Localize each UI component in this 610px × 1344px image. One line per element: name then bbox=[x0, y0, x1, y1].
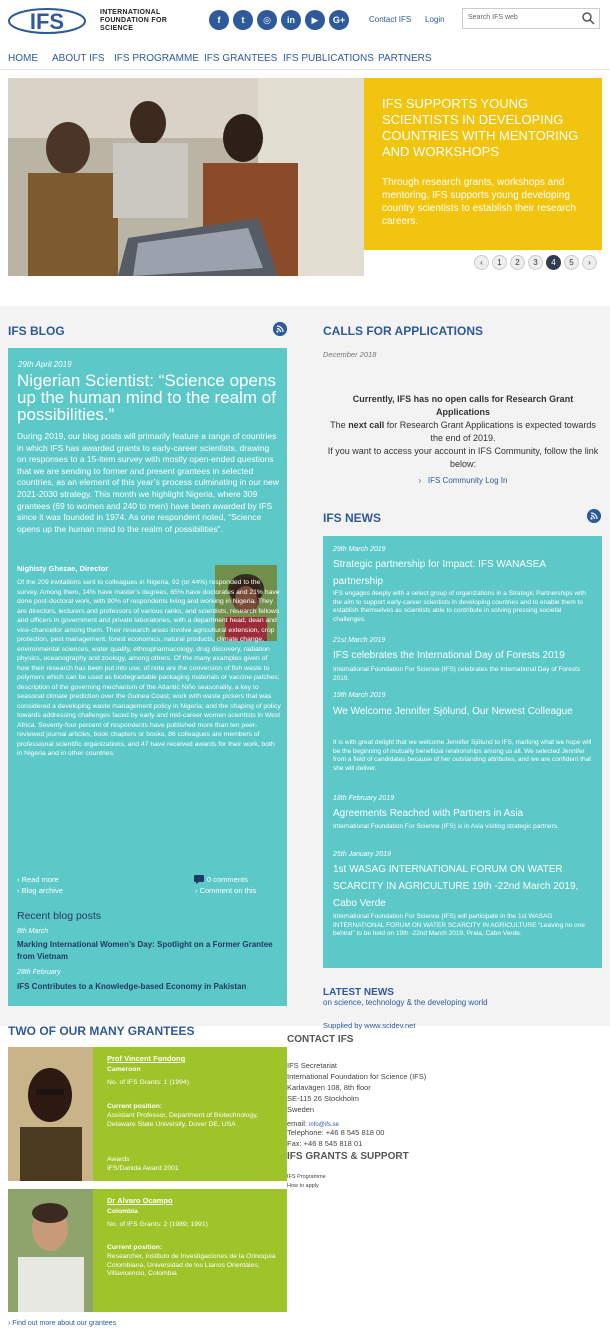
rss-icon[interactable] bbox=[587, 509, 601, 523]
blog-body: Of the 209 invitations sent to colleagues in Nigeria, 92 (or 44%) responded to the survey. Among them, 14% have master’s degrees, 65% have doctorates and 21% have done post-doctoral work, with 90% of respondents living and working in Nigeria. They are directors, lecturers and professors of various ranks, and scientists, research fellows and officers in government and private laboratories, with a department head, dean and vice-chancellor among them. Their research areas involve agricultural extension, crop protection, pest management, forest economics, natural products, climate change, environmental sciences, water quality, ethnopharmacology, drug discovery, radiation physics, oceanography and zoology, among others. Of the many examples given of how their research has been put into use, of note are the conversion of fish waste to polymers which can be used as biodegradable packaging materials or vaccine patches; description of the governing mechanism of the Atlantic Niño seasonality, a key to seasonal climate prediction over the Guinea Coast; work with waste pickers that was considered a developing waste management policy in Nigeria; and the shaping of policy towards addressing challenges faced by early and mid-career women scientists in West Africa. Seventy-four percent of respondents have published more than ten peer-reviewed journal articles, book chapters or books, 86 colleagues are members of professional scientific organizations, and 47 have received awards for their work, both in Nigeria and in other countries. bbox=[17, 579, 281, 757]
login-link[interactable]: Login bbox=[425, 15, 445, 24]
grantees-more-link[interactable]: › Find out more about our grantees bbox=[8, 1320, 117, 1327]
blog-archive-link[interactable]: › Blog archive bbox=[17, 886, 63, 895]
grantee-position-label: Current position: bbox=[107, 1103, 163, 1110]
news-text: International Foundation For Science (IFS) will participate in the 1st WASAG INTERNATIONAL FORUM ON WATER SCARCITY IN AGRICULTURE “Leaving no one behind” to be held on 19th -22nd March 2019, Praia, Cabo Verde. bbox=[333, 913, 585, 938]
hero-panel bbox=[364, 78, 602, 276]
nav-partners[interactable]: PARTNERS bbox=[378, 53, 432, 64]
grantee-grants: No. of IFS Grants: 1 (1994) bbox=[107, 1079, 189, 1086]
news-title[interactable]: Agreements Reached with Partners in Asia bbox=[333, 808, 524, 819]
scidev-link[interactable]: www.scidev.net bbox=[364, 1021, 416, 1030]
news-date: 29th March 2019 bbox=[333, 546, 386, 553]
recent-post-link[interactable]: IFS Contributes to a Knowledge-based Economy in Pakistan bbox=[17, 982, 247, 991]
grantee-country: Cameroon bbox=[107, 1066, 141, 1073]
grantee-country: Colombia bbox=[107, 1208, 138, 1215]
news-date: 18th February 2019 bbox=[333, 795, 395, 802]
slider-page-2[interactable]: 2 bbox=[510, 255, 525, 270]
grantees-heading: TWO OF OUR MANY GRANTEES bbox=[8, 1024, 195, 1038]
contact-line: Sweden bbox=[287, 1105, 315, 1114]
recent-post-date: 8th March bbox=[17, 928, 49, 935]
comment-icon bbox=[194, 875, 204, 884]
community-login-link[interactable]: › IFS Community Log In bbox=[418, 476, 508, 485]
blog-title[interactable]: Nigerian Scientist: “Science opens up the human mind to the realm of possibilities.” bbox=[17, 371, 276, 424]
nav-programme[interactable]: IFS PROGRAMME bbox=[114, 53, 200, 64]
blog-panel bbox=[8, 348, 287, 1006]
rss-icon[interactable] bbox=[273, 322, 287, 336]
grantee-position-label: Current position: bbox=[107, 1244, 163, 1251]
twitter-icon[interactable]: t bbox=[233, 10, 253, 30]
recent-posts-heading: Recent blog posts bbox=[17, 910, 102, 922]
grantee-name-link[interactable]: Prof Vincent Fondong bbox=[107, 1054, 186, 1063]
supplied-by: Supplied by www.scidev.net bbox=[323, 1021, 416, 1030]
grantee-position: Researcher, Instituto de Investigaciones de la Orinoquia Colombiana, Universidad de los Llanos Orientales, Villavicencio, Colombia bbox=[107, 1253, 276, 1278]
grantee-awards-label: Awards bbox=[107, 1156, 130, 1163]
logo[interactable] bbox=[8, 6, 180, 36]
contact-line: International Foundation for Science (IFS) bbox=[287, 1072, 427, 1081]
email-link[interactable]: info@ifs.se bbox=[309, 1122, 339, 1128]
contact-line: IFS Secretariat bbox=[287, 1061, 338, 1070]
youtube-icon[interactable]: ▶ bbox=[305, 10, 325, 30]
calls-date: December 2018 bbox=[323, 350, 377, 359]
contact-fax: Fax: +46 8 545 818 01 bbox=[287, 1139, 363, 1148]
support-link-programme[interactable]: IFS Programme bbox=[287, 1174, 326, 1180]
hero-photo bbox=[8, 78, 364, 276]
blog-date: 29th April 2019 bbox=[18, 360, 72, 369]
blog-heading: IFS BLOG bbox=[8, 324, 65, 338]
nav-publications[interactable]: IFS PUBLICATIONS bbox=[283, 53, 374, 64]
nav-home[interactable]: HOME bbox=[8, 53, 38, 64]
hero-text: Through research grants, workshops and mentoring, IFS supports young developing country scientists to establish their research careers. bbox=[382, 177, 576, 227]
recent-post-date: 28th February bbox=[17, 969, 61, 976]
search-input[interactable]: Search IFS web bbox=[462, 8, 600, 29]
news-heading: IFS NEWS bbox=[323, 511, 382, 525]
slider-page-4[interactable]: 4 bbox=[546, 255, 561, 270]
org-name: INTERNATIONAL FOUNDATION FOR SCIENCE bbox=[100, 9, 168, 32]
slider-page-1[interactable]: 1 bbox=[492, 255, 507, 270]
news-panel bbox=[323, 536, 602, 968]
grantee-grants: No. of IFS Grants: 2 (1989; 1991) bbox=[107, 1221, 208, 1228]
facebook-icon[interactable]: f bbox=[209, 10, 229, 30]
latest-news-subtitle: on science, technology & the developing world bbox=[323, 998, 488, 1007]
support-heading: IFS GRANTS & SUPPORT bbox=[287, 1151, 409, 1162]
calls-status: Currently, IFS has no open calls for Research Grant Applications bbox=[352, 394, 574, 417]
news-title[interactable]: 1st WASAG INTERNATIONAL FORUM ON WATER SCARCITY IN AGRICULTURE 19th -22nd March 2019, Cabo Verde bbox=[333, 864, 579, 909]
ifs-logo-icon bbox=[8, 8, 86, 34]
calls-heading: CALLS FOR APPLICATIONS bbox=[323, 324, 483, 338]
contact-telephone: Telephone: +46 8 545 818 00 bbox=[287, 1128, 385, 1137]
nav-about[interactable]: ABOUT IFS bbox=[52, 53, 105, 64]
grantee-position: Assistant Professor, Department of Biotechnology, Delaware State University, Dover DE, USA bbox=[107, 1112, 258, 1128]
contact-line: SE-115 26 Stockholm bbox=[287, 1094, 359, 1103]
linkedin-icon[interactable]: in bbox=[281, 10, 301, 30]
news-title[interactable]: Strategic partnership for Impact: IFS WANASEA partnership bbox=[333, 559, 546, 587]
grantee-card bbox=[8, 1189, 287, 1312]
grantee-awards: IFS/Danida Award 2001 bbox=[107, 1165, 179, 1172]
contact-link[interactable]: Contact IFS bbox=[369, 15, 412, 24]
recent-post-link[interactable]: Marking International Women’s Day: Spotlight on a Former Grantee from Vietnam bbox=[17, 940, 273, 961]
slider-prev-button[interactable]: ‹ bbox=[474, 255, 489, 270]
googleplus-icon[interactable]: G+ bbox=[329, 10, 349, 30]
grantee-photo bbox=[8, 1189, 93, 1312]
grantee-photo bbox=[8, 1047, 93, 1181]
comment-link[interactable]: › Comment on this bbox=[195, 886, 257, 895]
contact-email: email: info@ifs.se bbox=[287, 1119, 339, 1128]
news-text: It is with great delight that we welcome Jennifer Sjölund to IFS, marking what we hope will be the beginning of mutually beneficial relationships among us all. We selected Jennifer from a field of candidates because of her outstanding attributes, and we are confident that she will deliver. bbox=[333, 739, 592, 772]
slider-page-5[interactable]: 5 bbox=[564, 255, 579, 270]
contact-line: Karlavägen 108, 8th floor bbox=[287, 1083, 371, 1092]
latest-news-heading: LATEST NEWS bbox=[323, 987, 394, 998]
grantee-name-link[interactable]: Dr Alvaro Ocampo bbox=[107, 1196, 173, 1205]
comments-count[interactable]: 0 comments bbox=[207, 875, 248, 884]
news-text: International Foundation For Science (IFS) celebrates the International Day of Forests 2019. bbox=[333, 666, 581, 682]
news-date: 21st March 2019 bbox=[333, 637, 386, 644]
calls-body bbox=[323, 393, 603, 487]
blog-author: Nighisty Ghezae, Director bbox=[17, 564, 109, 573]
calls-access: If you want to access your account in IFS Community, follow the link below: bbox=[327, 446, 599, 469]
news-text: IFS engages deeply with a select group of organizations in a Strategic Partnerships with the aim to support early-career scientists in developing countries and to enable them to establish themselves as scientists able to contribute in solving pressing societal challenges. bbox=[333, 590, 586, 623]
news-date: 19th March 2019 bbox=[333, 692, 386, 699]
read-more-link[interactable]: › Read more bbox=[17, 875, 59, 884]
blog-lead: During 2019, our blog posts will primarily feature a range of countries in which IFS has awarded grants to early-career scientists, drawing on responses to a 15-item survey with mostly open-ended questions that we are sending to former and present grantees in selected countries, as an element of this year’s process culminating in our new 2021-2030 strategy. This month we highlight Nigeria, where 309 grantees (69 to women and 240 to men) have been awarded by IFS since it was founded in 1974. As one respondent noted, “Science opens up the human mind to the realm of possibilities”. bbox=[17, 431, 279, 534]
support-link-apply[interactable]: How to apply bbox=[287, 1183, 319, 1189]
slider-next-button[interactable]: › bbox=[582, 255, 597, 270]
search-icon[interactable] bbox=[581, 11, 595, 25]
hero-slider bbox=[8, 78, 602, 276]
news-title[interactable]: IFS celebrates the International Day of Forests 2019 bbox=[333, 650, 565, 661]
main-nav bbox=[0, 46, 610, 70]
grantee-card bbox=[8, 1047, 287, 1181]
slider-page-3[interactable]: 3 bbox=[528, 255, 543, 270]
news-text: International Foundation For Science (IFS) is in Asia visiting strategic partners. bbox=[333, 823, 559, 830]
news-title[interactable]: We Welcome Jennifer Sjölund, Our Newest Colleague bbox=[333, 706, 573, 717]
hero-title[interactable]: IFS SUPPORTS YOUNG SCIENTISTS IN DEVELOPING COUNTRIES WITH MENTORING AND WORKSHOPS bbox=[382, 96, 579, 159]
calls-next: The next call for Research Grant Applications is expected towards the end of 2019. bbox=[330, 420, 596, 443]
contact-heading: CONTACT IFS bbox=[287, 1034, 354, 1045]
news-date: 25th January 2019 bbox=[333, 851, 391, 858]
instagram-icon[interactable]: ◎ bbox=[257, 10, 277, 30]
slider-pager bbox=[364, 250, 602, 276]
nav-grantees[interactable]: IFS GRANTEES bbox=[204, 53, 278, 64]
svg-text:IFS: IFS bbox=[29, 9, 65, 34]
